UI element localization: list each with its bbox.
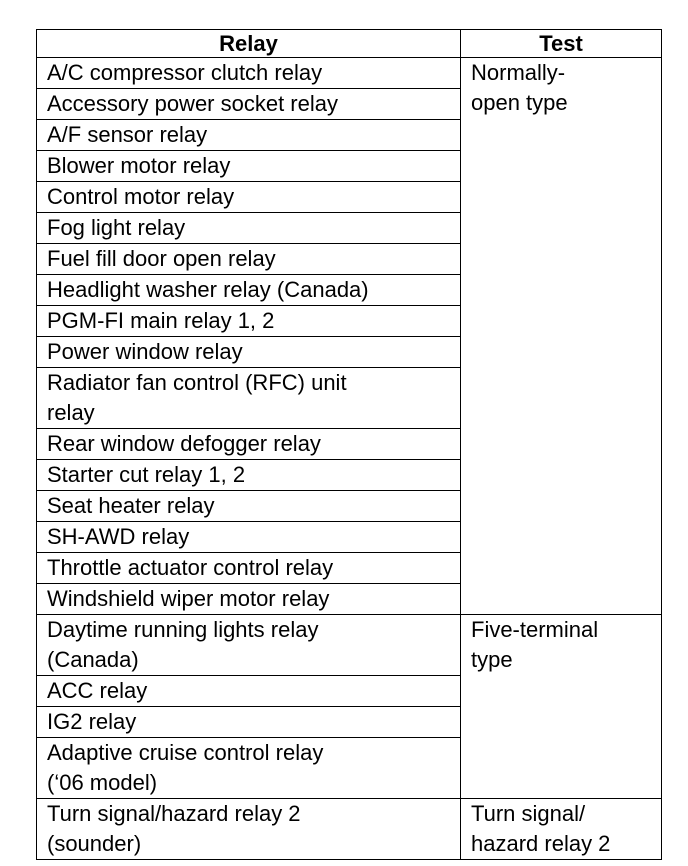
test-type-cell: Normally- open type [461, 58, 662, 615]
relay-name-cell: IG2 relay [37, 707, 461, 738]
test-type-cell: Turn signal/ hazard relay 2 [461, 799, 662, 860]
relay-name-cell: Windshield wiper motor relay [37, 584, 461, 615]
relay-name-cell: SH-AWD relay [37, 522, 461, 553]
table-row [37, 58, 662, 89]
relay-name-cell: Starter cut relay 1, 2 [37, 460, 461, 491]
relay-name-cell: Control motor relay [37, 182, 461, 213]
relay-name-cell: Power window relay [37, 337, 461, 368]
relay-name-cell: Turn signal/hazard relay 2 (sounder) [37, 799, 461, 860]
test-column-header: Test [461, 30, 662, 58]
relay-name-cell: PGM-FI main relay 1, 2 [37, 306, 461, 337]
relay-name-cell: Seat heater relay [37, 491, 461, 522]
relay-name-cell: Throttle actuator control relay [37, 553, 461, 584]
relay-name-cell: Radiator fan control (RFC) unit relay [37, 368, 461, 429]
relay-name-cell: ACC relay [37, 676, 461, 707]
relay-name-cell: Adaptive cruise control relay (‘06 model) [37, 738, 461, 799]
relay-name-cell: A/F sensor relay [37, 120, 461, 151]
table-row [37, 615, 662, 676]
relay-column-header: Relay [37, 30, 461, 58]
relay-name-cell: Accessory power socket relay [37, 89, 461, 120]
header-row [37, 30, 662, 58]
table-row [37, 799, 662, 860]
relay-name-cell: A/C compressor clutch relay [37, 58, 461, 89]
relay-name-cell: Blower motor relay [37, 151, 461, 182]
test-type-cell: Five-terminal type [461, 615, 662, 799]
relay-name-cell: Daytime running lights relay (Canada) [37, 615, 461, 676]
relay-name-cell: Rear window defogger relay [37, 429, 461, 460]
relay-name-cell: Fuel fill door open relay [37, 244, 461, 275]
relay-test-table [36, 29, 662, 860]
relay-name-cell: Fog light relay [37, 213, 461, 244]
table-body [37, 58, 662, 860]
relay-name-cell: Headlight washer relay (Canada) [37, 275, 461, 306]
